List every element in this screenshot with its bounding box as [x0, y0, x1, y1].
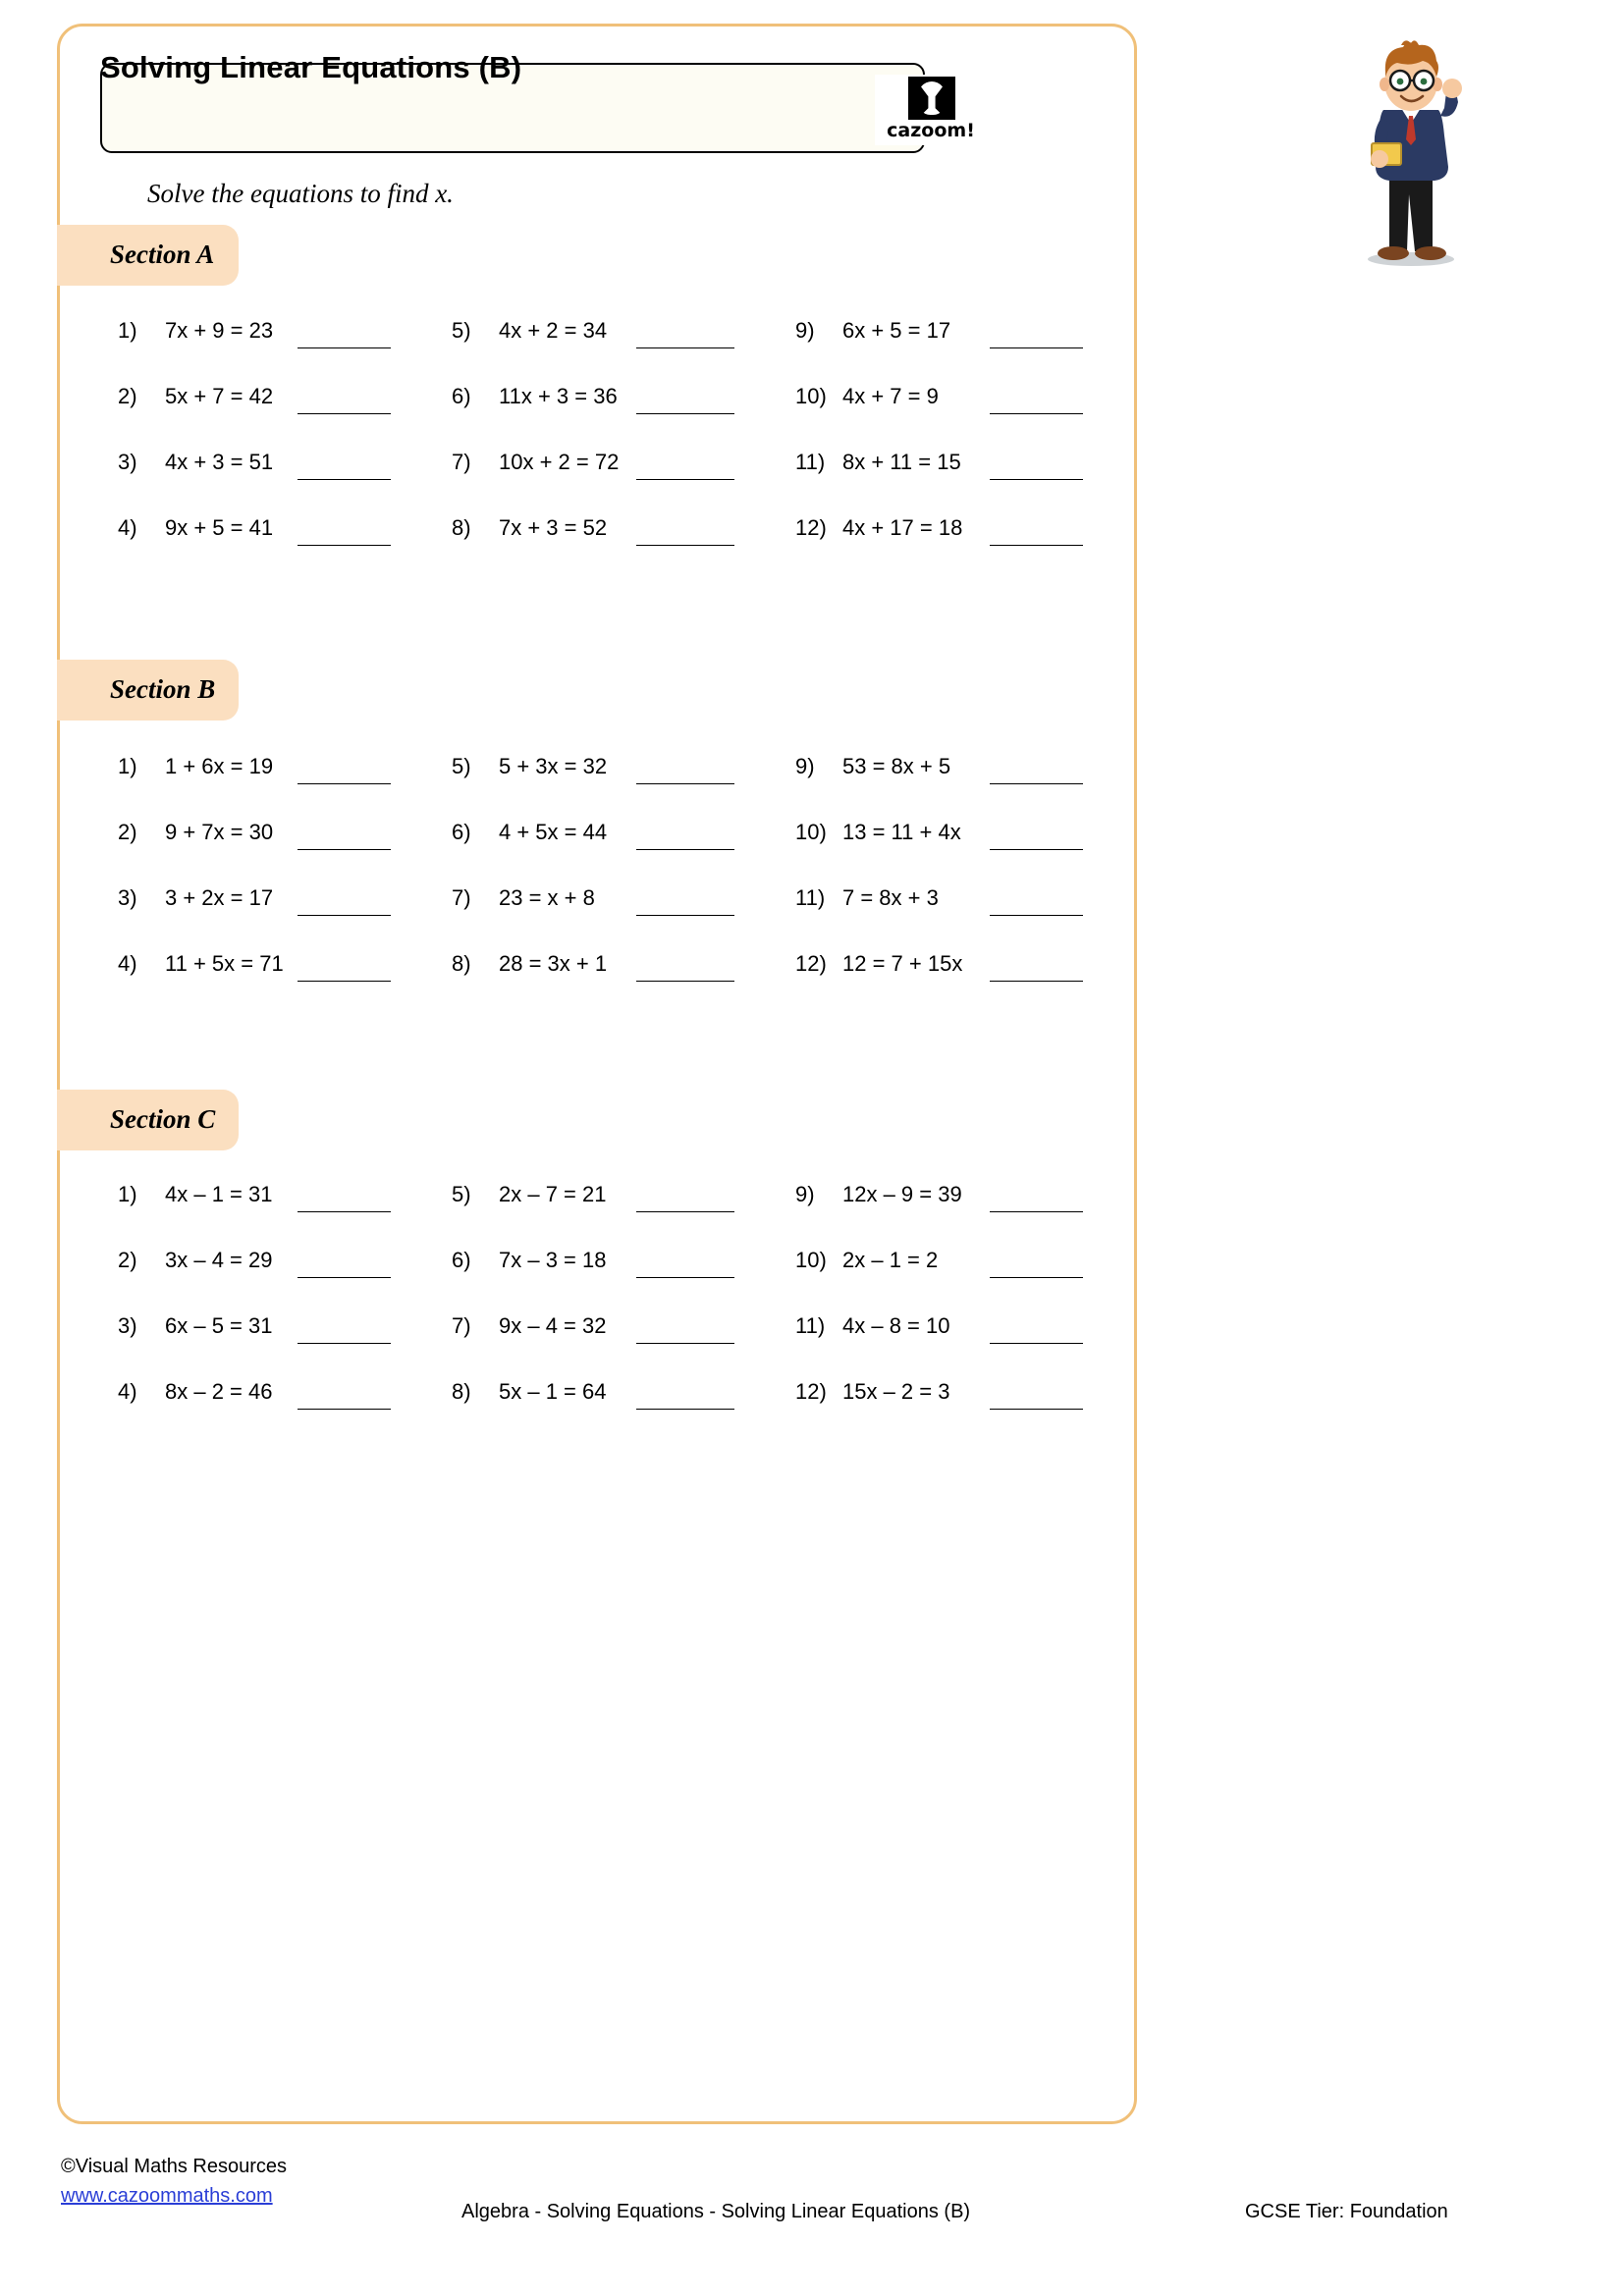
question-number: 2) — [118, 1248, 137, 1272]
question-equation: 1 + 6x = 19 — [165, 754, 274, 778]
question-equation: 23 = x + 8 — [499, 885, 595, 910]
question-equation: 15x – 2 = 3 — [842, 1379, 950, 1404]
question-equation: 6x – 5 = 31 — [165, 1313, 273, 1338]
question-number: 6) — [452, 1248, 471, 1272]
question-number: 3) — [118, 885, 137, 910]
answer-blank[interactable] — [298, 347, 391, 348]
question-number: 2) — [118, 384, 137, 408]
answer-blank[interactable] — [990, 1211, 1083, 1212]
question-number: 6) — [452, 820, 471, 844]
question-number: 7) — [452, 885, 471, 910]
question-equation: 4x + 7 = 9 — [842, 384, 939, 408]
answer-blank[interactable] — [298, 1409, 391, 1410]
question-equation: 13 = 11 + 4x — [842, 820, 961, 844]
question-equation: 9x + 5 = 41 — [165, 515, 274, 540]
answer-blank[interactable] — [298, 413, 391, 414]
answer-blank[interactable] — [636, 479, 734, 480]
cazoom-hourglass-icon — [908, 77, 955, 120]
question-equation: 53 = 8x + 5 — [842, 754, 951, 778]
answer-blank[interactable] — [298, 1277, 391, 1278]
question-equation: 12x – 9 = 39 — [842, 1182, 962, 1206]
page-title: Solving Linear Equations (B) — [100, 50, 522, 84]
question-number: 6) — [452, 384, 471, 408]
footer-breadcrumb: Algebra - Solving Equations - Solving Linear Equations (B) — [461, 2201, 971, 2222]
answer-blank[interactable] — [298, 915, 391, 916]
answer-blank[interactable] — [990, 545, 1083, 546]
cazoom-logo — [875, 75, 987, 145]
answer-blank[interactable] — [636, 1343, 734, 1344]
worksheet-sheet — [57, 24, 1137, 2124]
question-equation: 4x – 1 = 31 — [165, 1182, 273, 1206]
answer-blank[interactable] — [990, 1343, 1083, 1344]
question-equation: 5x + 7 = 42 — [165, 384, 274, 408]
section-header-label: Section B — [110, 674, 216, 704]
answer-blank[interactable] — [298, 479, 391, 480]
question-number: 12) — [795, 1379, 827, 1404]
question-number: 4) — [118, 951, 137, 976]
answer-blank[interactable] — [636, 1409, 734, 1410]
question-number: 9) — [795, 1182, 815, 1206]
question-equation: 4x + 17 = 18 — [842, 515, 963, 540]
question-number: 9) — [795, 754, 815, 778]
answer-blank[interactable] — [298, 545, 391, 546]
answer-blank[interactable] — [298, 849, 391, 850]
answer-blank[interactable] — [636, 915, 734, 916]
question-number: 11) — [795, 885, 826, 910]
answer-blank[interactable] — [990, 1409, 1083, 1410]
answer-blank[interactable] — [990, 981, 1083, 982]
question-number: 8) — [452, 951, 471, 976]
answer-blank[interactable] — [990, 479, 1083, 480]
answer-blank[interactable] — [990, 413, 1083, 414]
question-equation: 11x + 3 = 36 — [499, 384, 618, 408]
question-number: 8) — [452, 1379, 471, 1404]
instruction-text: Solve the equations to find x. — [147, 179, 454, 208]
answer-blank[interactable] — [990, 347, 1083, 348]
section-header-2 — [57, 660, 239, 721]
question-number: 7) — [452, 450, 471, 474]
footer-copyright: ©Visual Maths Resources — [61, 2156, 288, 2177]
question-number: 10) — [795, 820, 827, 844]
question-equation: 3 + 2x = 17 — [165, 885, 274, 910]
answer-blank[interactable] — [636, 545, 734, 546]
question-number: 3) — [118, 1313, 137, 1338]
question-equation: 4 + 5x = 44 — [499, 820, 608, 844]
question-equation: 7 = 8x + 3 — [842, 885, 939, 910]
question-equation: 9 + 7x = 30 — [165, 820, 274, 844]
section-header-1 — [57, 225, 239, 286]
question-number: 10) — [795, 384, 827, 408]
answer-blank[interactable] — [636, 1211, 734, 1212]
question-number: 8) — [452, 515, 471, 540]
question-equation: 4x + 3 = 51 — [165, 450, 274, 474]
question-equation: 11 + 5x = 71 — [165, 951, 284, 976]
question-number: 12) — [795, 951, 827, 976]
question-number: 2) — [118, 820, 137, 844]
section-header-3 — [57, 1090, 239, 1150]
question-equation: 9x – 4 = 32 — [499, 1313, 607, 1338]
answer-blank[interactable] — [298, 1211, 391, 1212]
answer-blank[interactable] — [298, 1343, 391, 1344]
question-number: 4) — [118, 1379, 137, 1404]
answer-blank[interactable] — [298, 783, 391, 784]
question-equation: 2x – 1 = 2 — [842, 1248, 939, 1272]
question-equation: 12 = 7 + 15x — [842, 951, 963, 976]
question-equation: 3x – 4 = 29 — [165, 1248, 273, 1272]
question-number: 12) — [795, 515, 827, 540]
question-equation: 6x + 5 = 17 — [842, 318, 951, 343]
question-number: 4) — [118, 515, 137, 540]
question-equation: 8x + 11 = 15 — [842, 450, 961, 474]
mascot-illustration — [1350, 37, 1478, 273]
question-equation: 2x – 7 = 21 — [499, 1182, 607, 1206]
question-number: 11) — [795, 1313, 826, 1338]
answer-blank[interactable] — [990, 915, 1083, 916]
question-equation: 10x + 2 = 72 — [499, 450, 620, 474]
question-equation: 7x + 3 = 52 — [499, 515, 608, 540]
footer-tier: GCSE Tier: Foundation — [1245, 2201, 1448, 2222]
question-equation: 7x – 3 = 18 — [499, 1248, 607, 1272]
section-header-label: Section C — [110, 1104, 216, 1134]
question-number: 3) — [118, 450, 137, 474]
cazoom-logo-text: cazoom! — [887, 120, 975, 141]
question-number: 5) — [452, 754, 471, 778]
answer-blank[interactable] — [636, 981, 734, 982]
answer-blank[interactable] — [636, 347, 734, 348]
question-equation: 7x + 9 = 23 — [165, 318, 274, 343]
answer-blank[interactable] — [636, 849, 734, 850]
answer-blank[interactable] — [990, 849, 1083, 850]
question-number: 1) — [118, 754, 137, 778]
section-header-label: Section A — [110, 240, 215, 269]
question-equation: 28 = 3x + 1 — [499, 951, 608, 976]
question-number: 5) — [452, 318, 471, 343]
question-number: 1) — [118, 318, 137, 343]
question-number: 1) — [118, 1182, 137, 1206]
question-number: 10) — [795, 1248, 827, 1272]
answer-blank[interactable] — [636, 783, 734, 784]
question-equation: 4x + 2 = 34 — [499, 318, 608, 343]
question-equation: 5 + 3x = 32 — [499, 754, 608, 778]
question-equation: 8x – 2 = 46 — [165, 1379, 273, 1404]
footer-website-link[interactable]: www.cazoommaths.com — [61, 2185, 273, 2207]
answer-blank[interactable] — [636, 1277, 734, 1278]
answer-blank[interactable] — [990, 783, 1083, 784]
answer-blank[interactable] — [298, 981, 391, 982]
answer-blank[interactable] — [990, 1277, 1083, 1278]
question-number: 5) — [452, 1182, 471, 1206]
question-equation: 5x – 1 = 64 — [499, 1379, 607, 1404]
question-number: 11) — [795, 450, 826, 474]
question-number: 9) — [795, 318, 815, 343]
question-number: 7) — [452, 1313, 471, 1338]
answer-blank[interactable] — [636, 413, 734, 414]
question-equation: 4x – 8 = 10 — [842, 1313, 950, 1338]
